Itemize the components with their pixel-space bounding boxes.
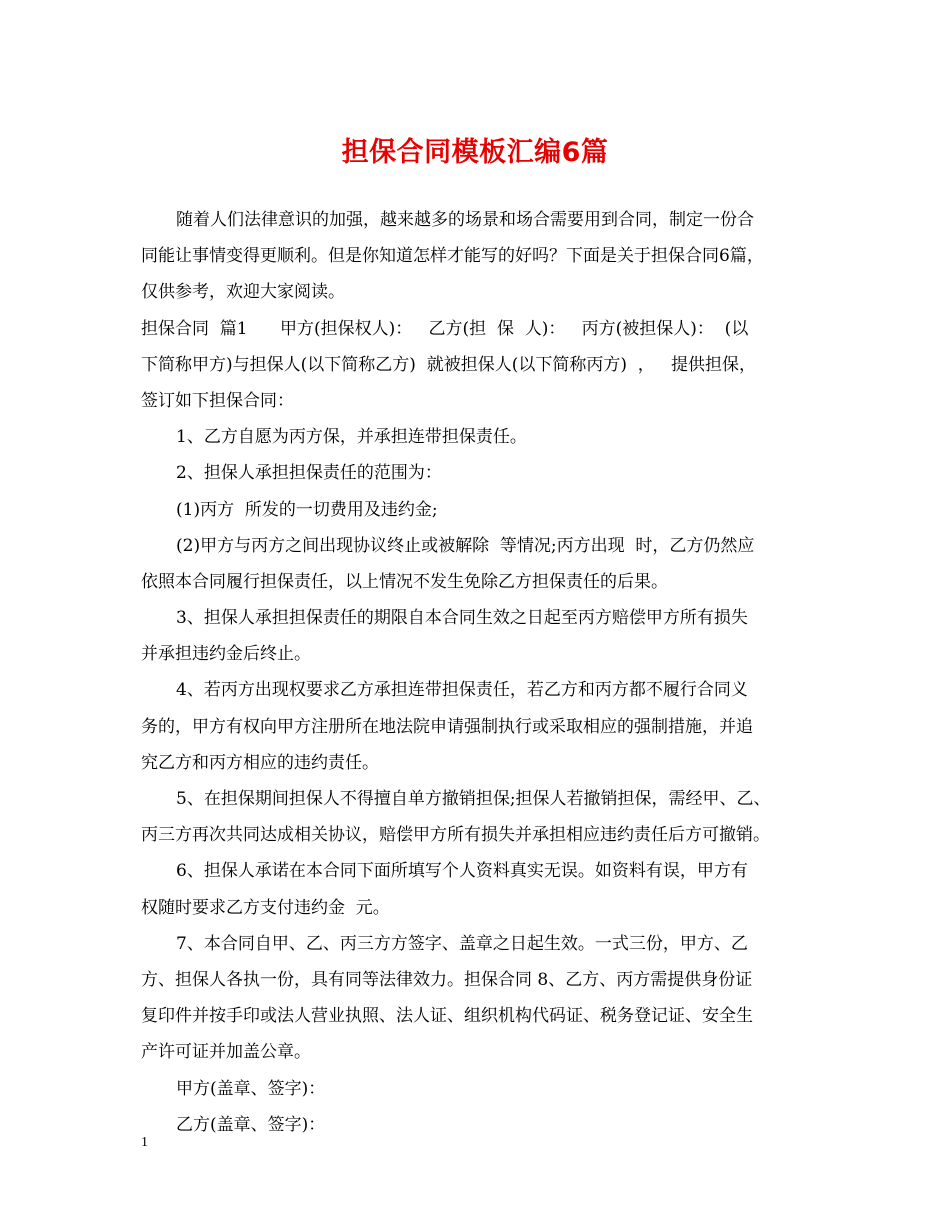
page-number: 1: [141, 1135, 148, 1150]
body-line: (1)丙方 所发的一切费用及违约金;: [176, 499, 438, 520]
signature-line-party-a: 甲方(盖章、签字)：: [176, 1078, 326, 1099]
signature-line-party-b: 乙方(盖章、签字)：: [176, 1114, 326, 1135]
body-line: 7、本合同自甲、乙、丙三方方签字、盖章之日起生效。一式三份，甲方、乙: [176, 933, 748, 954]
body-line: 签订如下担保合同：: [141, 390, 294, 411]
body-line: 仅供参考，欢迎大家阅读。: [141, 282, 345, 303]
body-line: 同能让事情变得更顺利。但是你知道怎样才能写的好吗？下面是关于担保合同6篇，: [141, 246, 764, 267]
body-line: 复印件并按手印或法人营业执照、法人证、组织机构代码证、税务登记证、安全生: [141, 1006, 753, 1027]
body-line: 依照本合同履行担保责任，以上情况不发生免除乙方担保责任的后果。: [141, 571, 668, 592]
body-line: (2)甲方与丙方之间出现协议终止或被解除 等情况;丙方出现 时，乙方仍然应: [176, 535, 755, 556]
body-line: 丙三方再次共同达成相关协议，赔偿甲方所有损失并承担相应违约责任后方可撤销。: [141, 825, 770, 846]
body-line: 务的，甲方有权向甲方注册所在地法院申请强制执行或采取相应的强制措施，并追: [141, 716, 753, 737]
body-line: 产许可证并加盖公章。: [141, 1042, 311, 1063]
body-line: 下简称甲方)与担保人(以下简称乙方) 就被担保人(以下简称丙方) ， 提供担保，: [141, 354, 756, 375]
body-line: 5、在担保期间担保人不得擅自单方撤销担保;担保人若撤销担保，需经甲、乙、: [176, 789, 771, 809]
body-line: 4、若丙方出现权要求乙方承担连带担保责任，若乙方和丙方都不履行合同义: [176, 680, 748, 701]
body-line: 权随时要求乙方支付违约金 元。: [141, 897, 390, 918]
body-line: 6、担保人承诺在本合同下面所填写个人资料真实无误。如资料有误，甲方有: [176, 861, 748, 882]
body-line: 随着人们法律意识的加强，越来越多的场景和场合需要用到合同，制定一份合: [176, 210, 754, 230]
body-line: 担保合同 篇1 甲方(担保权人)： 乙方(担 保 人)： 丙方(被担保人)： (以: [141, 318, 749, 339]
body-line: 3、担保人承担担保责任的期限自本合同生效之日起至丙方赔偿甲方所有损失: [176, 608, 748, 629]
body-line: 究乙方和丙方相应的违约责任。: [141, 752, 379, 773]
document-body: [141, 202, 821, 1143]
body-line: 并承担违约金后终止。: [141, 644, 311, 665]
body-line: 1、乙方自愿为丙方保，并承担连带担保责任。: [176, 427, 527, 448]
document-title: 担保合同模板汇编6篇: [341, 137, 609, 168]
body-line: 2、担保人承担担保责任的范围为：: [176, 463, 442, 484]
body-line: 方、担保人各执一份，具有同等法律效力。担保合同 8、乙方、丙方需提供身份证: [141, 969, 753, 990]
